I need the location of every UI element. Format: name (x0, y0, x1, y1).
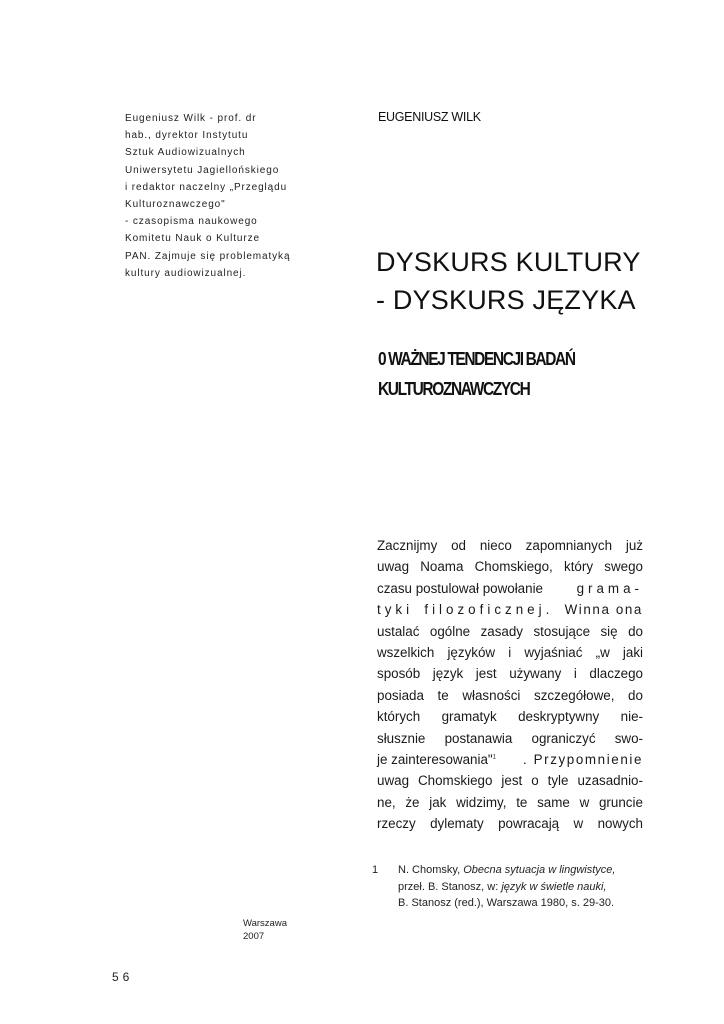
body-line (377, 706, 643, 727)
body-word: dylematy (430, 816, 484, 832)
body-word: i (508, 645, 512, 661)
footnote-title: język w świetle nauki, (501, 880, 607, 893)
body-word: nowych (597, 816, 643, 832)
article-title (376, 243, 706, 319)
body-word: słusznie (377, 730, 426, 746)
author-name: EUGENIUSZ WILK (378, 110, 481, 124)
body-word: sposób (377, 666, 421, 682)
body-line (377, 621, 643, 642)
body-line (377, 770, 643, 791)
body-text-segment: Winna ona (564, 602, 643, 618)
body-word: nieco (479, 538, 512, 553)
body-word: Noama (420, 559, 464, 575)
body-text-segment: czasu postulował powołanie (377, 580, 543, 596)
spaced-term: grama- (576, 580, 643, 596)
body-word: używany (509, 666, 562, 682)
body-word: tyle (547, 773, 569, 789)
body-word: gramatyk (441, 709, 497, 725)
body-word: dlaczego (589, 666, 643, 682)
body-word: własności (462, 687, 521, 703)
body-word: rzeczy (377, 816, 416, 832)
body-word: że (405, 794, 420, 810)
body-text-segment: . Przypomnienie (522, 752, 643, 768)
body-word: do (628, 623, 643, 639)
body-text-segment (377, 663, 643, 684)
body-line (377, 663, 643, 684)
body-word: Chomskiego, (474, 559, 553, 575)
body-word: do (628, 687, 643, 703)
body-word: Chomskiego (417, 773, 493, 789)
body-text-segment: je zainteresowania" (377, 752, 493, 768)
body-text-segment (377, 749, 496, 770)
footnote-reference: 1 (492, 754, 497, 761)
publication-place (243, 917, 287, 943)
article-subtitle (378, 344, 662, 404)
bio-line: i redaktor naczelny „Przeglądu (125, 181, 288, 193)
footnote-line (398, 862, 652, 879)
spaced-term: tyki (377, 602, 414, 618)
body-word: stosujące (533, 623, 591, 639)
body-text-segment (377, 642, 643, 663)
body-word: powracają (498, 816, 560, 832)
body-line (377, 813, 643, 834)
body-text-segment (377, 792, 643, 813)
body-word: jak (429, 794, 447, 810)
body-text-segment (377, 535, 643, 556)
body-word: ograniczyć (531, 730, 596, 746)
body-word: uzasadnio- (577, 773, 643, 789)
body-word: który (564, 559, 594, 575)
bio-line: Eugeniusz Wilk - prof. dr (125, 113, 257, 124)
body-line (377, 599, 643, 620)
body-line (377, 749, 643, 770)
body-line (377, 578, 643, 599)
body-word: nie- (620, 709, 643, 725)
spaced-term: filozoficznej. (424, 602, 554, 618)
body-word: zapomnianych (525, 538, 613, 553)
body-word: same (537, 794, 570, 810)
body-word: i (573, 666, 577, 682)
publication-year: 2007 (243, 931, 265, 942)
title-line-2: - DYSKURS JĘZYKA (376, 285, 636, 315)
footnote (372, 862, 652, 912)
page-number: 56 (112, 970, 134, 984)
body-word: w (579, 794, 590, 810)
bio-line: Sztuk Audiowizualnych (125, 147, 246, 159)
body-word: posiada (377, 687, 424, 703)
body-word: od (451, 538, 466, 553)
body-word: „w (595, 645, 610, 661)
bio-line: PAN. Zajmuje się problematyką (125, 250, 291, 262)
body-word: swo- (614, 730, 643, 746)
body-word: jaki (622, 645, 643, 661)
bio-line: Komitetu Nauk o Kulturze (125, 233, 260, 245)
body-word: zasady (480, 623, 523, 639)
body-word: język (432, 666, 464, 682)
body-word: uwag (377, 559, 410, 575)
body-word: postanawia (444, 730, 513, 746)
body-word: te (437, 687, 449, 703)
body-text-segment (377, 621, 643, 642)
footnote-title: Obecna sytuacja w lingwistyce, (463, 864, 616, 876)
body-word: wszelkich (377, 645, 435, 661)
body-word: jest (501, 773, 523, 789)
body-word: już (625, 538, 643, 553)
body-word: uwag (377, 773, 410, 789)
body-text-segment (377, 728, 643, 749)
footnote-line: B. Stanosz (red.), Warszawa 1980, s. 29-30. (398, 897, 615, 909)
body-word: wyjaśniać (524, 645, 583, 661)
body-text (377, 535, 643, 835)
footnote-segment: N. Chomsky, (398, 864, 464, 876)
body-text-segment (377, 706, 643, 727)
body-word: szczegółowe, (534, 687, 615, 703)
body-word: których (377, 709, 421, 725)
body-word: ustalać (377, 623, 420, 639)
body-text-segment (377, 556, 643, 577)
body-line (377, 556, 643, 577)
body-word: języków (447, 645, 496, 661)
body-text-segment (377, 685, 643, 706)
body-word: deskryptywny (518, 709, 600, 725)
body-word: te (516, 794, 528, 810)
footnote-line (398, 879, 652, 896)
bio-line: - czasopisma naukowego (125, 216, 258, 228)
publication-city: Warszawa (243, 918, 287, 929)
body-word: ne, (377, 794, 396, 810)
body-word: widzimy, (456, 794, 507, 810)
body-word: swego (604, 559, 643, 575)
body-text-segment (377, 770, 643, 791)
body-word: w (573, 816, 584, 832)
body-line (377, 792, 643, 813)
bio-line: Uniwersytetu Jagiellońskiego (125, 164, 280, 176)
footnote-segment: przeł. B. Stanosz, w: (398, 880, 502, 893)
body-line (377, 728, 643, 749)
footnote-text (398, 862, 652, 912)
bio-line: hab., dyrektor Instytutu (125, 130, 249, 142)
body-word: gruncie (598, 794, 643, 810)
body-line (377, 535, 643, 556)
bio-line: kultury audiowizualnej. (125, 267, 247, 279)
bio-line: Kulturoznawczego" (125, 199, 226, 211)
body-text-segment (377, 813, 643, 834)
body-line (377, 685, 643, 706)
author-bio (125, 110, 315, 282)
title-line-1: DYSKURS KULTURY (376, 247, 641, 277)
footnote-number: 1 (372, 864, 379, 876)
subtitle-line-1: 0 WAŻNEJ TENDENCJI BADAŃ (378, 349, 575, 369)
subtitle-line-2: KULTUROZNAWCZYCH (378, 379, 530, 399)
body-line (377, 642, 643, 663)
body-word: Zacznijmy (377, 538, 438, 553)
body-word: jest (475, 666, 497, 682)
body-word: się (600, 623, 618, 639)
body-word: ogólne (429, 623, 471, 639)
body-word: o (531, 773, 539, 789)
